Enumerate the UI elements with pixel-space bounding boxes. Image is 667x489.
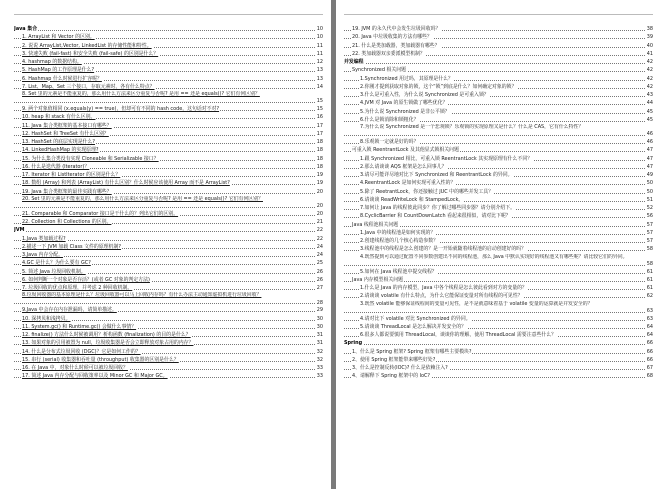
toc-section-heading[interactable] xyxy=(344,339,653,347)
toc-entry[interactable] xyxy=(344,196,653,204)
toc-page-number: 30 xyxy=(316,323,323,330)
toc-entry[interactable] xyxy=(14,179,323,187)
toc-entry-title: 5. 简述 Java 垃圾回收机制。 xyxy=(22,268,86,275)
toc-page-number: 63 xyxy=(646,307,653,314)
toc-page-number: 10 xyxy=(316,34,323,41)
toc-entry-title: JVM xyxy=(14,227,25,234)
toc-page-number: 19 xyxy=(316,180,323,187)
toc-page-number: 21 xyxy=(316,219,323,225)
toc-entry[interactable] xyxy=(344,116,653,124)
toc-page-number: 46 xyxy=(646,131,653,138)
toc-entry-title: 可重入锁 ReentrantLock 及其他显式锁相关问题 xyxy=(352,147,459,154)
toc-page-number: 61 xyxy=(646,276,653,283)
toc-entry[interactable] xyxy=(344,146,653,154)
toc-page-number: 43 xyxy=(646,92,653,98)
toc-entry-title: 14. 什么是分布式垃圾回收 (DGC)？它是如何工作的？ xyxy=(22,348,141,355)
toc-entry[interactable] xyxy=(14,292,323,306)
toc-page-number: 42 xyxy=(646,67,653,74)
toc-page-number: 38 xyxy=(646,26,653,32)
toc-entry-title: 6.什么是锁消除和锁粗化？ xyxy=(360,116,419,123)
toc-page-number: 47 xyxy=(646,163,653,170)
toc-entry[interactable] xyxy=(344,25,653,33)
toc-page-number: 68 xyxy=(646,373,653,380)
toc-page-number: 26 xyxy=(316,276,323,283)
toc-entry-title: 16. 什么是迭代器 (Iterator)？ xyxy=(22,163,90,170)
toc-page-number: 56 xyxy=(646,213,653,220)
toc-page-number: 64 xyxy=(646,323,653,330)
header-rule xyxy=(14,14,323,15)
toc-entry[interactable] xyxy=(344,229,653,237)
toc-section-heading[interactable] xyxy=(14,25,323,33)
toc-entry-title: 3、什么是控制反转(IOC)? 什么是依赖注入? xyxy=(352,365,448,371)
toc-entry-title: Java 线程池相关问题 xyxy=(352,221,399,228)
toc-page-number: 20 xyxy=(316,203,323,210)
toc-entry[interactable] xyxy=(344,155,653,163)
toc-entry[interactable] xyxy=(344,188,653,196)
toc-entry[interactable] xyxy=(14,243,323,251)
toc-page-number: 40 xyxy=(646,42,653,49)
toc-entry-title: 18. 数组 (Array) 和列表 (ArrayList) 有什么区别？什么时候应该使用 Array 而不是 ArrayList? xyxy=(22,180,230,187)
toc-page-number: 20 xyxy=(316,210,323,217)
toc-page-number: 18 xyxy=(316,139,323,145)
toc-entry[interactable] xyxy=(344,75,653,83)
toc-entry-title: 1、什么是 Spring 框架? Spring 框架有哪些主要模块? xyxy=(352,348,472,355)
toc-page-number: 58 xyxy=(646,260,653,267)
toc-entry[interactable] xyxy=(344,237,653,245)
toc-entry-title: 8.CyclicBarrier 和 CountDownLatch 看起来很相似，请对比下呢？ xyxy=(360,213,511,220)
toc-entry[interactable] xyxy=(344,138,653,146)
toc-entry-title: 9.Java 中会存在内存泄漏吗，请简单描述。 xyxy=(22,307,117,314)
toc-entry[interactable] xyxy=(344,301,653,315)
toc-page-number: 45 xyxy=(646,108,653,115)
toc-page-right xyxy=(336,0,667,489)
toc-entry[interactable] xyxy=(344,331,653,339)
toc-page-number: 50 xyxy=(646,180,653,187)
toc-entry[interactable] xyxy=(14,259,323,267)
toc-entry-title: 4.请对比下 volatile 对比 Synchronized 的异同。 xyxy=(360,315,471,322)
toc-entry[interactable] xyxy=(344,212,653,220)
toc-page-number: 64 xyxy=(646,332,653,338)
toc-entry[interactable] xyxy=(344,221,653,229)
toc-page-number: 11 xyxy=(316,50,323,57)
toc-entry-title: 5.如何在 Java 线程池中提交线程？ xyxy=(360,268,437,275)
toc-entry[interactable] xyxy=(14,91,323,105)
toc-entry[interactable] xyxy=(14,58,323,66)
toc-page-number: 18 xyxy=(316,155,323,162)
toc-entry[interactable] xyxy=(344,268,653,276)
toc-entry-title: 1.Synchronized 用过吗，其原理是什么？ xyxy=(360,75,453,82)
toc-entry-title: 9. 两个对象值相同 (x.equals(y) == true)，但却可有不同的 hash code，这句话对不对? xyxy=(22,106,220,112)
toc-entry[interactable] xyxy=(344,83,653,91)
toc-entry[interactable] xyxy=(344,42,653,50)
toc-entry[interactable] xyxy=(14,155,323,163)
toc-entry-title: 5. HashMap 的工作原理是什么? xyxy=(22,67,95,74)
toc-entry-title: 2.创建线程池的几个核心构造参数？ xyxy=(360,238,439,244)
toc-entry-title: Java 内存模型相关问题 xyxy=(352,276,404,283)
toc-page-number: 12 xyxy=(316,59,323,65)
toc-entry-title: 12. HashSet 和 TreeSet 有什么区别？ xyxy=(22,130,109,137)
toc-entry-title: 10. heap 和 stack 有什么区别。 xyxy=(22,114,96,121)
toc-entry[interactable] xyxy=(14,83,323,91)
toc-entry-title: 8.垃圾回收器的基本原理是什么？垃圾回收器可以马上回收内存吗？有什么办法主动通知虚拟机进行垃圾回收？ xyxy=(22,292,323,299)
toc-entry[interactable] xyxy=(344,91,653,99)
toc-page-number: 31 xyxy=(316,340,323,347)
toc-entry-title: 14. LinkedHashMap 的实现原理? xyxy=(22,147,99,154)
toc-entry-title: 3.既然 volatile 能够保证线程间的变量可见性，是不是就意味着基于 volatile 变量的运算就是并发安全的？ xyxy=(360,301,653,308)
toc-entry-title: 7.如何让 Java 的线程彼此同步？你了解过哪些同步器？请分别介绍下。 xyxy=(360,205,516,211)
toc-page-number: 42 xyxy=(646,75,653,82)
toc-page-number: 27 xyxy=(316,285,323,291)
toc-page-number: 51 xyxy=(646,196,653,203)
toc-entry-title: 2.那么请谈谈 AQS 框架是怎么回事儿？ xyxy=(360,163,447,170)
toc-entry[interactable] xyxy=(344,292,653,300)
toc-page-number: 62 xyxy=(646,293,653,300)
toc-entry-title: 10. 深拷贝和浅拷贝。 xyxy=(22,315,71,322)
toc-page-number: 22 xyxy=(316,227,323,234)
toc-entry[interactable] xyxy=(344,372,653,380)
toc-page-number: 24 xyxy=(316,252,323,258)
toc-entry-title: 4.GC 是什么？为什么要有 GC? xyxy=(22,260,91,267)
toc-page-number: 31 xyxy=(316,332,323,338)
toc-entry-title: 15. 串行 (serial) 收集器和吞吐量 (throughput) 收集器的区别是什么？ xyxy=(22,356,179,363)
toc-entry[interactable] xyxy=(344,276,653,284)
toc-entry[interactable] xyxy=(14,339,323,347)
toc-page-number: 61 xyxy=(646,268,653,275)
toc-entry[interactable] xyxy=(14,105,323,113)
toc-page-number: 18 xyxy=(316,147,323,154)
toc-entry-title: 19. Java 集合类框架的最佳实践有哪些？ xyxy=(22,188,112,195)
toc-page-number: 16 xyxy=(316,114,323,121)
toc-page-number: 22 xyxy=(316,235,323,242)
toc-page-number: 28 xyxy=(316,299,323,306)
toc-entry-title: 17. 简述 Java 内存分配与回收策率以及 Minor GC 和 Major GC。 xyxy=(22,373,168,380)
toc-entry-title: 5.为什么说 Synchronized 是非公平锁？ xyxy=(360,108,450,115)
toc-entry[interactable] xyxy=(344,245,653,253)
toc-entry-title: 21. Comparable 和 Comparator 接口是干什么的？列出它们的区别。 xyxy=(22,210,179,217)
toc-entry[interactable] xyxy=(344,99,653,107)
toc-entry[interactable] xyxy=(14,306,323,314)
toc-page-number: 18 xyxy=(316,163,323,170)
toc-entry[interactable] xyxy=(344,356,653,364)
toc-entry[interactable] xyxy=(344,163,653,171)
toc-page-number: 32 xyxy=(316,356,323,363)
toc-page-number: 44 xyxy=(646,100,653,107)
toc-entry[interactable] xyxy=(14,171,323,179)
toc-entry[interactable] xyxy=(14,75,323,83)
toc-entry-title: 7. List、Map、Set 三个接口，存取元素时，各有什么特点？ xyxy=(22,83,155,90)
toc-page-number: 42 xyxy=(646,59,653,65)
toc-entry-title: 2. 说说 ArrayList,Vector, LinkedList 的存储性能和特性。 xyxy=(22,42,152,49)
toc-page-number: 33 xyxy=(316,373,323,380)
toc-entry-title: 19. JVM 的永久代中会发生垃圾回收吗？ xyxy=(352,26,441,32)
toc-entry[interactable] xyxy=(14,251,323,259)
toc-page-number: 10 xyxy=(316,26,323,32)
toc-entry-title: 3. 快速失败 (fail-fast) 和安全失败 (fail-safe) 的区别是什么？ xyxy=(22,50,159,57)
toc-page-number: 13 xyxy=(316,67,323,74)
toc-list-right xyxy=(344,25,653,381)
toc-page-number: 19 xyxy=(316,172,323,178)
toc-section-heading[interactable] xyxy=(344,58,653,66)
toc-page-number: 17 xyxy=(316,130,323,137)
toc-page-number: 66 xyxy=(646,348,653,355)
toc-page-number: 29 xyxy=(316,307,323,314)
toc-entry-title: 7.为什么说 Synchronized 是一个悲观锁？乐观锁的实现原理又是什么？什么是 CAS，它有什么特性？ xyxy=(360,124,653,131)
toc-entry-title: 6. 如何判断一个对象是否存活？(或者 GC 对象的判定方法) xyxy=(22,276,150,283)
toc-entry[interactable] xyxy=(14,163,323,171)
toc-entry-title: 11. System.gc() 和 Runtime.gc() 会做什么事情？ xyxy=(22,323,137,330)
toc-entry[interactable] xyxy=(14,130,323,138)
toc-entry[interactable] xyxy=(14,372,323,380)
toc-section-heading[interactable] xyxy=(14,226,323,234)
toc-entry[interactable] xyxy=(14,113,323,121)
toc-entry[interactable] xyxy=(14,268,323,276)
toc-entry-title: 6. Hashmap 什么时候进行扩容呢？ xyxy=(22,75,102,82)
toc-entry-title: 1.跟 Synchronized 相比，可重入锁 ReentrantLock 其实现原理有什么不同？ xyxy=(360,155,533,162)
toc-entry[interactable] xyxy=(14,315,323,323)
header-rule xyxy=(344,14,653,15)
toc-page-number: 17 xyxy=(316,122,323,129)
toc-entry-title: 5.请谈谈 ThreadLocal 是怎么解决并发安全的？ xyxy=(360,323,467,330)
toc-entry-title: 16. 在 Java 中，对象什么时候可以被垃圾回收？ xyxy=(22,365,128,371)
toc-page-number: 39 xyxy=(646,34,653,41)
toc-entry[interactable] xyxy=(14,210,323,218)
toc-entry[interactable] xyxy=(14,146,323,154)
toc-entry-title: 5.除了 ReetrantLock，你还接触过 JUC 中的哪些并发工具？ xyxy=(360,188,494,195)
toc-page-number: 52 xyxy=(646,205,653,211)
toc-entry-title: 13. HashSet 的底层实现是什么? xyxy=(22,139,95,145)
toc-page-number: 11 xyxy=(316,42,323,49)
toc-entry-title: 3.线程池中的线程是怎么创建的？是一开始就随着线程池的启动创建好的吗？ xyxy=(360,246,527,253)
toc-entry[interactable] xyxy=(14,196,323,210)
toc-list-left xyxy=(14,25,323,381)
toc-entry-title: 并发编程 xyxy=(344,59,364,65)
toc-page-number: 57 xyxy=(646,229,653,236)
toc-page-number: 47 xyxy=(646,155,653,162)
toc-entry-title: 22. Collection 和 Collections 的区别。 xyxy=(22,219,112,225)
toc-entry-title: Spring xyxy=(344,340,363,347)
toc-entry[interactable] xyxy=(344,348,653,356)
toc-page-number: 15 xyxy=(316,106,323,112)
toc-page-number: 26 xyxy=(316,268,323,275)
toc-page-number: 30 xyxy=(316,315,323,322)
toc-entry-title: 7. 垃圾回收的优点和原理，并考虑 2 种回收机制。 xyxy=(22,285,133,291)
toc-page-number: 24 xyxy=(316,243,323,250)
toc-entry[interactable] xyxy=(14,188,323,196)
toc-entry[interactable] xyxy=(14,66,323,74)
toc-page-number: 42 xyxy=(646,83,653,90)
toc-entry-title: 21. 什么是类加载器，类加载器有哪些？ xyxy=(352,42,440,49)
toc-page-number: 32 xyxy=(316,348,323,355)
toc-entry[interactable] xyxy=(344,179,653,187)
toc-page-number: 50 xyxy=(646,188,653,195)
toc-entry[interactable] xyxy=(344,323,653,331)
toc-entry[interactable] xyxy=(344,315,653,323)
toc-entry-title: 8.乐观锁一定就是好的吗？ xyxy=(360,139,419,145)
toc-entry[interactable] xyxy=(14,33,323,41)
toc-entry-title: 13. 如果对象的引用被置为 null，垃圾收集器是否会立即释放对象占用的内存？ xyxy=(22,340,194,347)
toc-page-number: 13 xyxy=(316,75,323,82)
toc-entry-title: 2.请谈谈 volatile 有什么特点，为什么它能保证变量对所有线程的可见性？ xyxy=(360,293,523,300)
toc-entry-title: 4.既然提到可以通过配置不同参数创建出不同的线程池，那么 Java 中默认实现好的线程池又有哪些呢？请比较它们的异同。 xyxy=(360,254,653,261)
toc-page-number: 33 xyxy=(316,365,323,371)
toc-entry-title: 12. finalize() 方法什么时候被调用？析构函数 (finalization) 的目的是什么？ xyxy=(22,332,191,338)
toc-page-number: 25 xyxy=(316,260,323,267)
toc-entry[interactable] xyxy=(344,364,653,372)
toc-page-number: 47 xyxy=(646,147,653,154)
toc-page-number: 45 xyxy=(646,116,653,123)
toc-entry[interactable] xyxy=(344,171,653,179)
toc-page-number: 49 xyxy=(646,172,653,178)
toc-entry-title: 20. Set 里的元素是不能重复的，那么用什么方法来区分重复与否呢? 是用 == 还是 equals()? 它们有何区别？ xyxy=(22,196,323,203)
toc-page-number: 66 xyxy=(646,340,653,347)
toc-entry[interactable] xyxy=(14,331,323,339)
toc-entry-title: 17. Iterator 和 ListIterator 的区别是什么？ xyxy=(22,172,121,178)
toc-page-number: 20 xyxy=(316,188,323,195)
toc-entry[interactable] xyxy=(14,323,323,331)
toc-page-number: 58 xyxy=(646,246,653,253)
toc-entry-title: 11. Java 集合类框架的基本接口有哪些？ xyxy=(22,122,112,129)
toc-entry[interactable] xyxy=(344,108,653,116)
toc-page-number: 46 xyxy=(646,139,653,145)
toc-entry-title: 4. hashmap 的数据结构。 xyxy=(22,59,82,65)
toc-page-number: 57 xyxy=(646,221,653,228)
toc-entry-title: 4.ReentrantLock 是如何实现可重入性的？ xyxy=(360,180,456,187)
toc-entry-title: 2、使用 Spring 框架能带来哪些好处? xyxy=(352,356,436,363)
toc-entry[interactable] xyxy=(14,276,323,284)
toc-page-number: 63 xyxy=(646,315,653,322)
toc-page-number: 15 xyxy=(316,98,323,105)
toc-entry[interactable] xyxy=(14,284,323,292)
toc-entry[interactable] xyxy=(14,356,323,364)
toc-entry[interactable] xyxy=(344,254,653,268)
toc-page-number: 14 xyxy=(316,83,323,90)
toc-entry[interactable] xyxy=(344,284,653,292)
toc-entry[interactable] xyxy=(14,50,323,58)
toc-entry-title: 8. Set 里的元素是不能重复的，那么用什么方法来区分重复与否呢? 是用 == 还是 equals()? 它们有何区别？ xyxy=(22,91,323,98)
toc-page-number: 61 xyxy=(646,285,653,291)
toc-entry-title: 1.Java 类加载过程? xyxy=(22,235,66,242)
toc-entry-title: 1.什么是 Java 的内存模型，Java 中各个线程是怎么彼此看到对方的变量的？ xyxy=(360,285,527,291)
toc-entry[interactable] xyxy=(14,122,323,130)
toc-entry-title: 6.请谈谈 ReadWriteLock 和 StampedLock。 xyxy=(360,196,464,203)
toc-entry[interactable] xyxy=(14,42,323,50)
toc-entry[interactable] xyxy=(14,218,323,226)
toc-entry[interactable] xyxy=(344,50,653,58)
toc-entry-title: 4.JVM 对 Java 的原生锁做了哪些优化？ xyxy=(360,100,448,107)
toc-entry[interactable] xyxy=(14,348,323,356)
toc-page-left xyxy=(0,0,331,489)
toc-entry-title: 2.你刚才提到获取对象的锁，这个“锁”到底是什么？如何确定对象的锁？ xyxy=(360,83,517,90)
toc-entry-title: 22. 类加载器双亲委派模型机制？ xyxy=(352,50,425,57)
toc-entry-title: Java 集合 xyxy=(14,26,38,32)
toc-entry[interactable] xyxy=(14,364,323,372)
toc-page-number: 67 xyxy=(646,365,653,371)
toc-entry[interactable] xyxy=(344,124,653,138)
toc-entry-title: 4、请解释下 Spring 框架中的 IoC? xyxy=(352,373,431,380)
toc-entry-title: 1. ArrayList 和 Vector 的区别。 xyxy=(22,34,95,41)
toc-entry[interactable] xyxy=(344,204,653,212)
toc-entry-title: Synchronized 相关问题 xyxy=(352,67,407,74)
toc-entry-title: 1.Java 中的线程池是如何实现的？ xyxy=(360,229,436,236)
toc-entry-title: 6.很多人都说要慎用 ThreadLocal，谈谈你的理解，使用 ThreadLocal 需要注意些什么？ xyxy=(360,332,557,338)
toc-entry-title: 2.描述一下 JVM 加载 Class 文件的原理机制? xyxy=(22,243,121,250)
toc-entry-title: 3.请尽可能详尽地对比下 Synchronized 和 ReentrantLock 的异同。 xyxy=(360,172,513,178)
toc-entry[interactable] xyxy=(344,33,653,41)
toc-entry[interactable] xyxy=(14,235,323,243)
toc-page-number: 41 xyxy=(646,50,653,57)
toc-entry[interactable] xyxy=(344,66,653,74)
toc-entry-title: 3.什么是可重入性，为什么说 Synchronized 是可重入锁？ xyxy=(360,92,489,98)
toc-entry-title: 3.Java 内存分配。 xyxy=(22,252,64,258)
toc-page-number: 66 xyxy=(646,356,653,363)
toc-entry-title: 20. Java 中垃圾收集的方法有哪些？ xyxy=(352,34,432,41)
toc-entry-title: 15. 为什么集合类没有实现 Cloneable 和 Serializable 接口？ xyxy=(22,155,159,162)
toc-page-number: 57 xyxy=(646,238,653,244)
toc-entry[interactable] xyxy=(14,138,323,146)
